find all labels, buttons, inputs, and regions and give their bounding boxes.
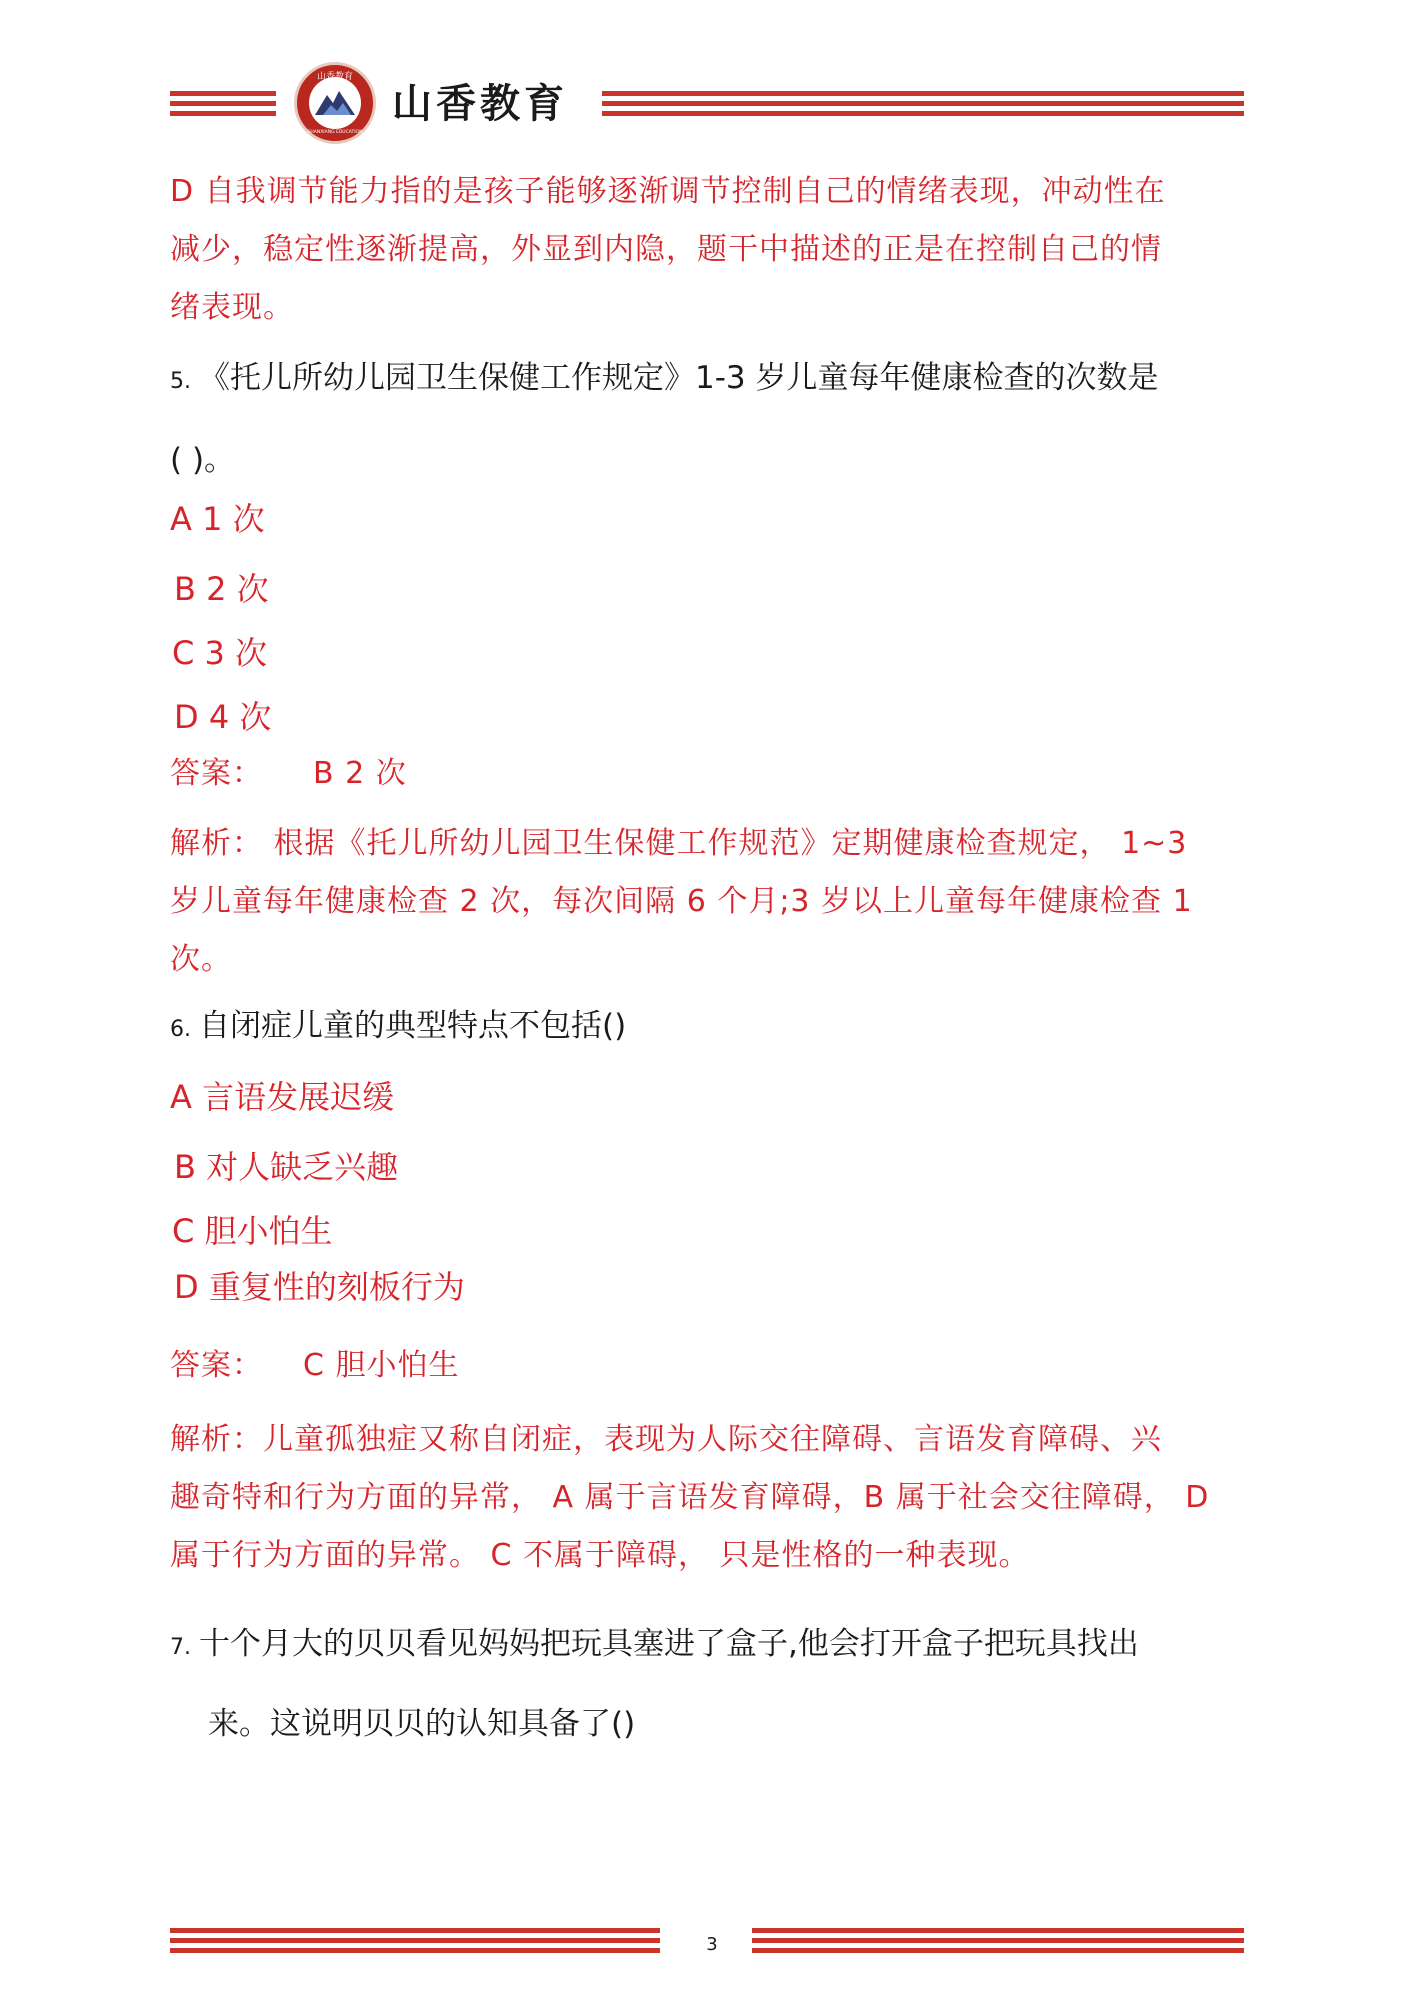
- question-7-stem: [170, 1618, 1139, 1663]
- logo-text-en: SHANXIANG EDUCATION: [307, 130, 363, 135]
- question-6-stem-text: 自闭症儿童的典型特点不包括(): [199, 1008, 627, 1044]
- q6-answer: [170, 1340, 459, 1384]
- prev-explanation-line-1: D 自我调节能力指的是孩子能够逐渐调节控制自己的情绪表现，冲动性在: [170, 174, 1166, 209]
- header-stripes-left: [170, 91, 276, 121]
- q6-option-c: C 胆小怕生: [172, 1212, 333, 1250]
- q5-option-b: B 2 次: [174, 570, 269, 608]
- footer-stripes-left: [170, 1928, 660, 1958]
- prev-explanation-line-3: 绪表现。: [170, 290, 294, 325]
- q5-answer-value: B 2 次: [313, 756, 407, 791]
- q6-option-d: D 重复性的刻板行为: [174, 1268, 465, 1306]
- page-number: 3: [706, 1934, 718, 1955]
- mountain-logo-icon: [294, 62, 376, 144]
- header-stripes-right: [602, 91, 1244, 121]
- q5-option-a: A 1 次: [170, 500, 265, 538]
- footer-stripes-right: [752, 1928, 1244, 1958]
- question-5-number: 5.: [170, 369, 191, 394]
- q5-analysis-line-2: 岁儿童每年健康检查 2 次，每次间隔 6 个月;3 岁以上儿童每年健康检查 1: [170, 884, 1193, 919]
- q5-option-d: D 4 次: [174, 698, 272, 736]
- q6-option-a: A 言语发展迟缓: [170, 1078, 395, 1116]
- logo-text: 山香教育: [316, 72, 354, 82]
- q5-answer-label: 答案：: [170, 756, 263, 791]
- q6-answer-value: C 胆小怕生: [303, 1348, 460, 1383]
- q6-analysis-line-1: 解析：儿童孤独症又称自闭症，表现为人际交往障碍、言语发育障碍、兴: [170, 1422, 1162, 1457]
- question-7-stem-line-1: 十个月大的贝贝看见妈妈把玩具塞进了盒子,他会打开盒子把玩具找出: [199, 1626, 1139, 1662]
- q6-option-b: B 对人缺乏兴趣: [174, 1148, 399, 1186]
- question-6-number: 6.: [170, 1017, 191, 1042]
- question-5-stem-line-2: ( )。: [170, 442, 236, 478]
- question-5-stem: [170, 352, 1158, 397]
- q5-option-c: C 3 次: [172, 634, 268, 672]
- question-6-stem: [170, 1000, 626, 1045]
- prev-explanation-line-2: 减少，稳定性逐渐提高，外显到内隐，题干中描述的正是在控制自己的情: [170, 232, 1162, 267]
- q5-answer: [170, 748, 407, 792]
- question-7-stem-line-2: 来。这说明贝贝的认知具备了(): [208, 1706, 636, 1742]
- q5-analysis-line-1: 解析： 根据《托儿所幼儿园卫生保健工作规范》定期健康检查规定， 1~3: [170, 826, 1188, 861]
- q6-analysis-line-3: 属于行为方面的异常。 C 不属于障碍， 只是性格的一种表现。: [170, 1538, 1030, 1573]
- q6-analysis-line-2: 趣奇特和行为方面的异常， A 属于言语发育障碍，B 属于社会交往障碍， D: [170, 1480, 1210, 1515]
- question-5-stem-line-1: 《托儿所幼儿园卫生保健工作规定》1-3 岁儿童每年健康检查的次数是: [199, 360, 1159, 396]
- q6-answer-label: 答案：: [170, 1348, 263, 1383]
- brand-name: 山香教育: [392, 80, 568, 127]
- q5-analysis-line-3: 次。: [170, 942, 232, 977]
- question-7-number: 7.: [170, 1635, 191, 1660]
